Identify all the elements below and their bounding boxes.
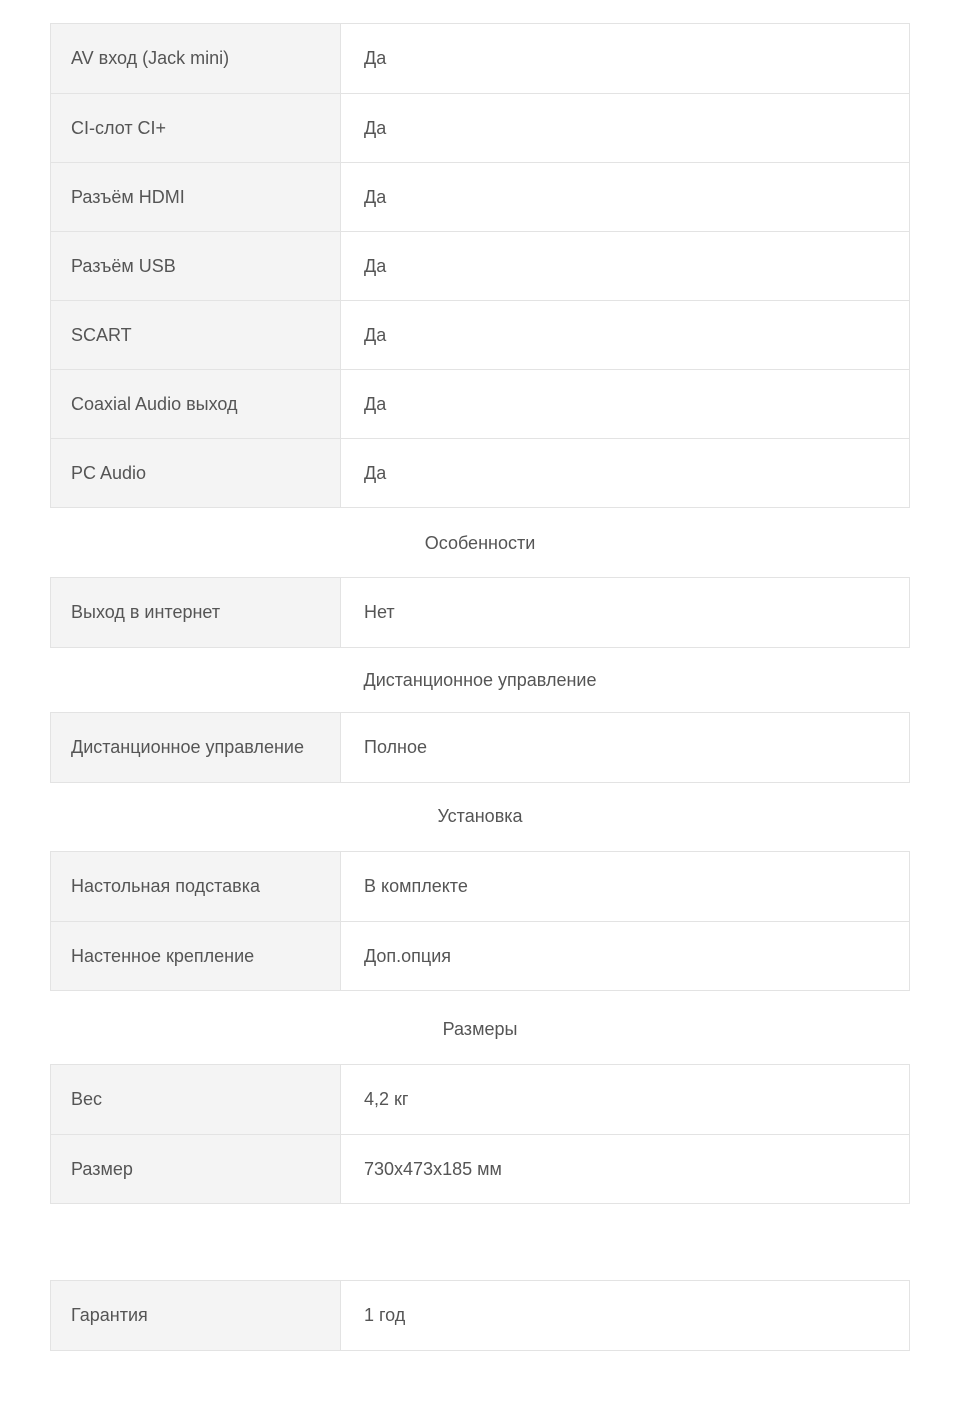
spec-label: SCART bbox=[51, 301, 341, 369]
table-row bbox=[51, 24, 909, 93]
spec-value: Да bbox=[341, 439, 909, 507]
table-row bbox=[51, 93, 909, 162]
spec-value: 1 год bbox=[341, 1281, 909, 1350]
table-row bbox=[51, 300, 909, 369]
table-row bbox=[51, 1065, 909, 1134]
spec-label: Разъём USB bbox=[51, 232, 341, 300]
spec-label: Размер bbox=[51, 1135, 341, 1203]
table-row bbox=[51, 231, 909, 300]
spec-value: В комплекте bbox=[341, 852, 909, 921]
section-title-remote: Дистанционное управление bbox=[363, 670, 597, 690]
table-row bbox=[51, 369, 909, 438]
table-row bbox=[51, 713, 909, 782]
spec-label: PC Audio bbox=[51, 439, 341, 507]
spec-label: CI-слот CI+ bbox=[51, 94, 341, 162]
section-title-dimensions: Размеры bbox=[442, 1019, 518, 1039]
table-row bbox=[51, 578, 909, 647]
spec-table-remote bbox=[50, 712, 910, 783]
spec-table-features bbox=[50, 577, 910, 648]
spec-label: Coaxial Audio выход bbox=[51, 370, 341, 438]
spec-label: Настенное крепление bbox=[51, 922, 341, 990]
spec-value: Да bbox=[341, 370, 909, 438]
spec-value: Да bbox=[341, 232, 909, 300]
spec-table-warranty bbox=[50, 1280, 910, 1351]
table-row bbox=[51, 438, 909, 507]
spec-value: Да bbox=[341, 24, 909, 93]
table-row bbox=[51, 852, 909, 921]
spec-label: Выход в интернет bbox=[51, 578, 341, 647]
table-row bbox=[51, 1281, 909, 1350]
spec-label: Разъём HDMI bbox=[51, 163, 341, 231]
table-row bbox=[51, 1134, 909, 1203]
spec-label: Дистанционное управление bbox=[51, 713, 341, 782]
spec-value: 4,2 кг bbox=[341, 1065, 909, 1134]
spec-value: Да bbox=[341, 163, 909, 231]
spec-label: Гарантия bbox=[51, 1281, 341, 1350]
spec-value: 730x473x185 мм bbox=[341, 1135, 909, 1203]
table-row bbox=[51, 162, 909, 231]
spec-value: Да bbox=[341, 94, 909, 162]
spec-label: Вес bbox=[51, 1065, 341, 1134]
spec-label: Настольная подставка bbox=[51, 852, 341, 921]
section-title-installation: Установка bbox=[437, 806, 523, 826]
spec-table-connectors bbox=[50, 23, 910, 508]
spec-value: Нет bbox=[341, 578, 909, 647]
spec-value: Полное bbox=[341, 713, 909, 782]
spec-table-installation bbox=[50, 851, 910, 991]
spec-label: AV вход (Jack mini) bbox=[51, 24, 341, 93]
section-title-features: Особенности bbox=[424, 533, 536, 553]
table-row bbox=[51, 921, 909, 990]
spec-table-dimensions bbox=[50, 1064, 910, 1204]
spec-value: Доп.опция bbox=[341, 922, 909, 990]
spec-value: Да bbox=[341, 301, 909, 369]
